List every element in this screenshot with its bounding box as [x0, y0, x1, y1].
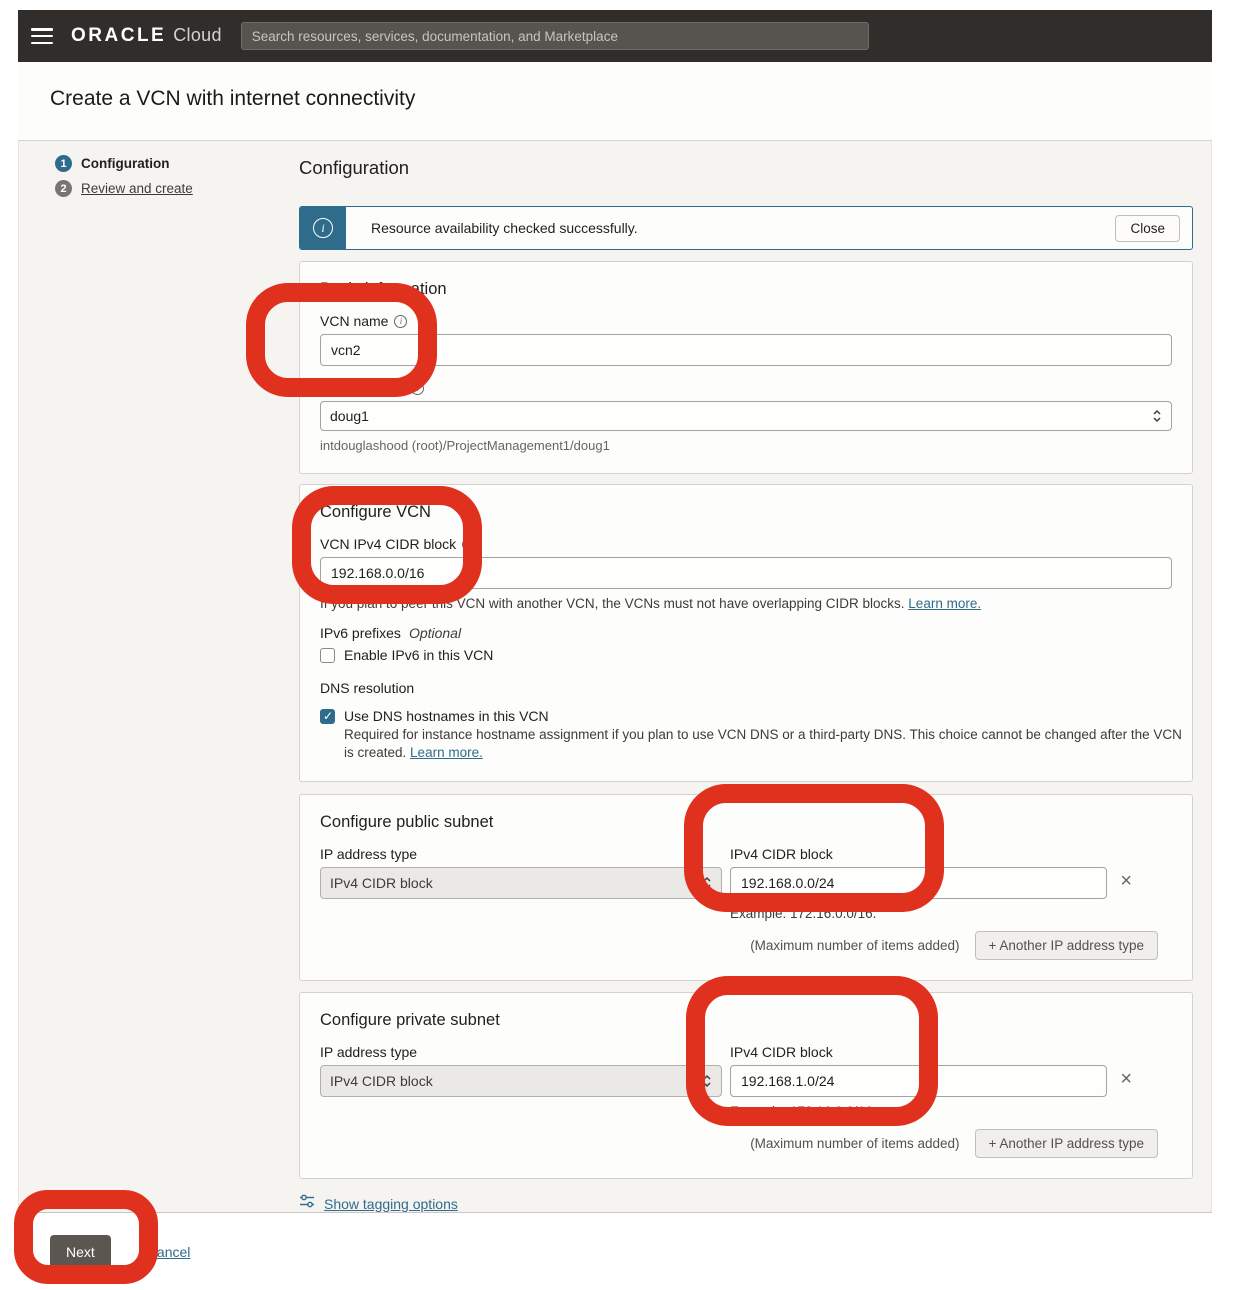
private-ip-type-select[interactable]	[320, 1065, 722, 1097]
chevron-up-down-icon	[702, 875, 712, 891]
dns-resolution-label: DNS resolution	[320, 680, 415, 696]
vcn-cidr-label: VCN IPv4 CIDR block	[320, 536, 457, 552]
private-cidr-label: IPv4 CIDR block	[730, 1044, 833, 1061]
private-cidr-input-row	[730, 1060, 1132, 1097]
ipv6-optional-label: Optional	[408, 625, 462, 641]
brand-cloud: Cloud	[173, 25, 222, 45]
configure-private-subnet-card	[299, 992, 1193, 1179]
enable-ipv6-row	[320, 647, 1172, 663]
use-dns-hostnames-checkbox[interactable]	[320, 709, 335, 724]
top-navigation-bar	[18, 10, 1212, 62]
page-title-bar	[18, 62, 1212, 141]
compartment-info-icon[interactable]: i	[411, 382, 424, 395]
private-add-ip-type-button[interactable]: + Another IP address type	[975, 1129, 1158, 1158]
vcn-cidr-label-row	[320, 536, 1172, 552]
ipv6-prefixes-label: IPv6 prefixes	[320, 625, 401, 641]
private-ip-type-value: IPv4 CIDR block	[330, 1073, 433, 1090]
private-cidr-input[interactable]	[730, 1065, 1107, 1097]
step-2-link[interactable]: Review and create	[81, 181, 193, 196]
private-cidr-example: Example: 172.16.0.0/16.	[730, 1104, 877, 1120]
public-ip-type-column	[320, 846, 722, 921]
wizard-steps	[55, 155, 290, 205]
vcn-cidr-info-icon[interactable]: i	[462, 538, 475, 551]
vcn-name-label-row	[320, 313, 1172, 329]
private-cidr-column	[730, 1044, 1132, 1119]
dns-helper	[344, 726, 1186, 761]
vcn-cidr-helper	[320, 596, 1172, 611]
public-ip-type-value: IPv4 CIDR block	[330, 875, 433, 892]
private-subnet-fields-row	[320, 1044, 1172, 1119]
step-1-label: Configuration	[81, 156, 170, 171]
enable-ipv6-label: Enable IPv6 in this VCN	[344, 647, 494, 663]
tagging-options-row	[299, 1193, 1193, 1214]
hamburger-menu-icon[interactable]	[31, 28, 53, 44]
public-cidr-column	[730, 846, 1132, 921]
private-max-items-text: (Maximum number of items added)	[750, 1136, 960, 1152]
enable-ipv6-checkbox[interactable]	[320, 648, 335, 663]
search-input[interactable]	[241, 22, 869, 50]
chevron-up-down-icon	[702, 1073, 712, 1089]
public-add-ip-type-button[interactable]: + Another IP address type	[975, 931, 1158, 960]
public-subnet-bottom-row	[320, 931, 1158, 960]
ipv6-prefixes-row	[320, 625, 1172, 641]
info-banner	[299, 206, 1193, 250]
compartment-select[interactable]	[320, 401, 1172, 431]
public-subnet-title: Configure public subnet	[320, 813, 494, 832]
compartment-select-value: doug1	[330, 408, 369, 424]
step-2-circle: 2	[55, 180, 72, 197]
private-ip-type-column	[320, 1044, 722, 1119]
vcn-name-info-icon[interactable]: i	[394, 315, 407, 328]
main-column	[299, 141, 1193, 1214]
public-cidr-input[interactable]	[730, 867, 1107, 899]
info-icon: i	[313, 218, 333, 238]
remove-cidr-icon[interactable]: ×	[1120, 869, 1132, 892]
compartment-path: intdouglashood (root)/ProjectManagement1/doug1	[320, 438, 610, 453]
vcn-name-label: VCN name	[320, 313, 389, 329]
tagging-sliders-icon	[299, 1193, 315, 1214]
public-subnet-fields-row	[320, 846, 1172, 921]
use-dns-hostnames-label: Use DNS hostnames in this VCN	[344, 708, 549, 724]
cidr-learn-more-link[interactable]: Learn more.	[908, 596, 982, 611]
compartment-label-row	[320, 380, 1172, 396]
configure-vcn-card	[299, 484, 1193, 782]
banner-close-button[interactable]: Close	[1115, 215, 1180, 242]
banner-icon-area	[300, 207, 346, 249]
wizard-body	[18, 141, 1212, 1213]
step-1-circle: 1	[55, 155, 72, 172]
use-dns-hostnames-row	[320, 708, 1172, 724]
public-ip-type-label: IP address type	[320, 846, 418, 863]
step-review-and-create[interactable]	[55, 180, 290, 197]
basic-information-card	[299, 261, 1193, 474]
public-cidr-input-row	[730, 862, 1132, 899]
brand-oracle: ORACLE	[71, 25, 167, 46]
private-ip-type-label: IP address type	[320, 1044, 418, 1061]
oracle-cloud-logo[interactable]	[71, 25, 222, 47]
cancel-link[interactable]: Cancel	[146, 1243, 191, 1260]
vcn-cidr-input[interactable]	[320, 557, 1172, 589]
public-cidr-label: IPv4 CIDR block	[730, 846, 833, 863]
page-title: Create a VCN with internet connectivity	[50, 87, 416, 110]
vcn-name-input[interactable]	[320, 334, 1172, 366]
next-button[interactable]: Next	[50, 1235, 111, 1269]
show-tagging-options-link[interactable]: Show tagging options	[324, 1195, 458, 1212]
private-subnet-title: Configure private subnet	[320, 1011, 500, 1030]
compartment-label: Compartment	[320, 380, 405, 396]
configuration-heading: Configuration	[299, 157, 410, 178]
step-configuration	[55, 155, 290, 172]
vcn-cidr-helper-text: If you plan to peer this VCN with another VCN, the VCNs must not have overlapping CIDR blocks.	[320, 596, 905, 611]
private-subnet-bottom-row	[320, 1129, 1158, 1158]
dns-helper-text: Required for instance hostname assignment if you plan to use VCN DNS or a third-party DNS. This choice cannot be changed after the VCN is created.	[344, 727, 1182, 760]
public-cidr-example: Example: 172.16.0.0/16.	[730, 906, 877, 922]
dns-learn-more-link[interactable]: Learn more.	[410, 744, 483, 760]
configure-vcn-title: Configure VCN	[320, 503, 431, 521]
basic-information-title: Basic information	[320, 280, 447, 298]
public-max-items-text: (Maximum number of items added)	[750, 938, 960, 954]
configure-public-subnet-card	[299, 794, 1193, 981]
wizard-footer	[18, 1213, 1212, 1290]
chevron-up-down-icon	[1152, 408, 1162, 424]
public-ip-type-select[interactable]	[320, 867, 722, 899]
banner-message: Resource availability checked successfully.	[371, 220, 638, 236]
remove-cidr-icon[interactable]: ×	[1120, 1067, 1132, 1090]
